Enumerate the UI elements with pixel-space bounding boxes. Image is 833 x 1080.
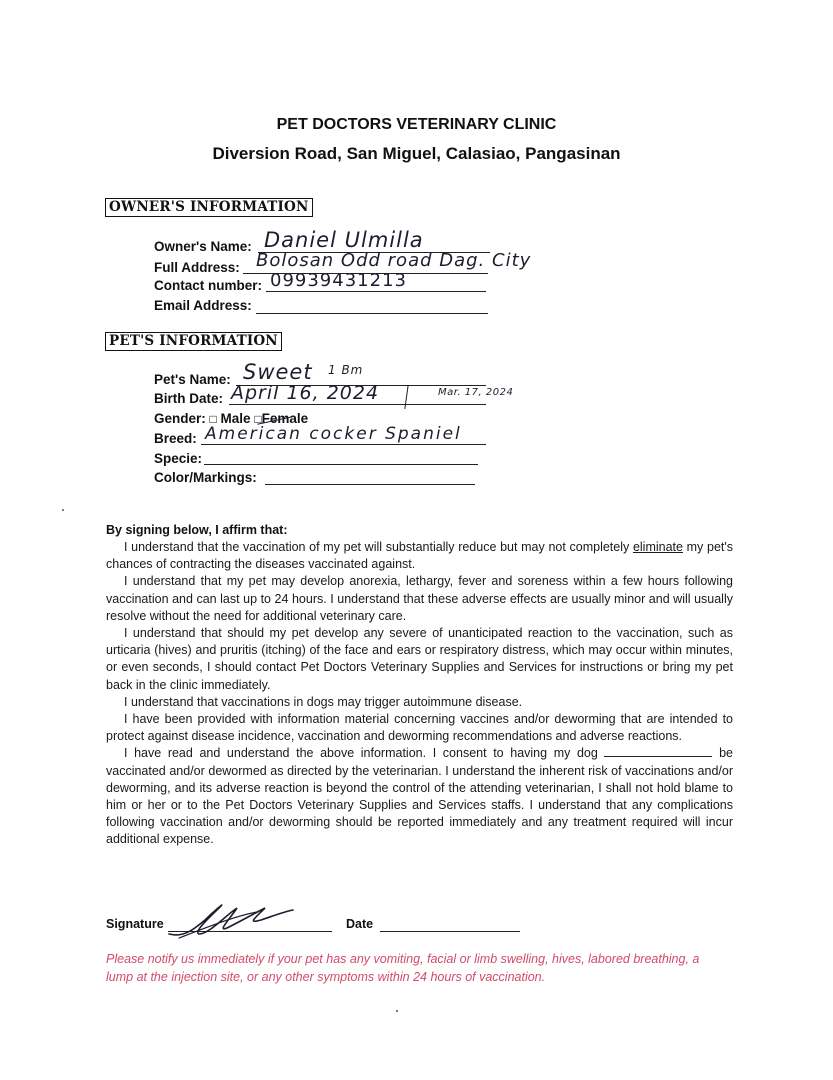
specie-label: Specie: [154, 451, 203, 466]
birth-date-note: Mar. 17, 2024 [438, 387, 514, 398]
p1-text-start: I understand that the vaccination of my pet will substantially reduce but may not completely [124, 540, 633, 554]
owner-name-value: Daniel Ulmilla [264, 228, 424, 252]
date-line[interactable] [380, 931, 520, 932]
gender-label: Gender: [154, 411, 206, 426]
p1-text-end: my pet's chances of contracting the diseases vaccinated against. [106, 540, 734, 572]
birth-date-value: April 16, 2024 [231, 382, 380, 404]
pet-name-label: Pet's Name: [154, 372, 231, 387]
notice-text: Please notify us immediately if your pet has any vomiting, facial or limb swelling, hives, labored breathing, a lump at the injection site, or any other symptoms within 24 hours of vaccination. [106, 952, 700, 984]
affirmation-p2: I understand that my pet may develop anorexia, lethargy, fever and soreness within a few hours following vaccination and can last up to 24 hours. I understand that these adverse effects are usually minor and will usually resolve without the need for additional veterinary care. [106, 574, 733, 623]
p1-underlined-word: eliminate [632, 540, 683, 554]
female-checkbox[interactable]: □ [254, 412, 262, 426]
address-label: Full Address: [154, 260, 240, 275]
affirmation-p5: I have been provided with information material concerning vaccines and/or deworming that are intended to protect against disease incidence, vaccination and deworming recommendations and adverse reactions. [106, 712, 733, 744]
clinic-address: Diversion Road, San Miguel, Calasiao, Pangasinan [212, 144, 621, 163]
birth-date-label: Birth Date: [154, 391, 224, 406]
contact-label: Contact number: [154, 278, 262, 293]
p6-text-start: I have read and understand the above information. I consent to having my dog [124, 746, 605, 761]
owner-section-title: OWNER'S INFORMATION [105, 198, 313, 217]
email-label: Email Address: [154, 298, 252, 313]
female-label: Female [261, 411, 309, 426]
breed-line[interactable] [201, 444, 486, 445]
email-line[interactable] [256, 313, 488, 314]
birth-date-divider [404, 385, 408, 409]
breed-label: Breed: [154, 431, 197, 446]
scan-speck [396, 1010, 398, 1012]
signature-scribble [165, 898, 300, 942]
affirmation-p6 [106, 745, 733, 848]
signature-label: Signature [106, 917, 164, 931]
birth-date-line[interactable] [229, 404, 486, 405]
affirmation-p4: I understand that vaccinations in dogs may trigger autoimmune disease. [124, 694, 523, 709]
address-value: Bolosan Odd road Dag. City [256, 250, 532, 271]
scan-speck [62, 509, 64, 511]
dog-name-blank[interactable] [604, 745, 712, 757]
date-label: Date [346, 917, 374, 931]
p6-text-end: be vaccinated and/or dewormed as directed by the veterinarian. I understand the inherent risk of vaccinations and/or deworming, and its adverse reaction is beyond the control of the attending veterinarian, I shall not hold blame to him or her or to the Pet Doctors Veterinary Supplies and Services staffs. I understand that any complications following vaccination and/or deworming should be reported immediately and any treatment required will incur additional expense. [106, 746, 733, 847]
color-markings-label: Color/Markings: [154, 470, 257, 485]
affirmation-p3: I understand that should my pet develop any severe of unanticipated reaction to the vaccination, such as urticaria (hives) and pruritis (itching) of the face and ears or respiratory distress, which may occur within minutes, or even seconds, I should contact Pet Doctors Veterinary Supplies and Services for instructions or bring my pet back in the clinic immediately. [106, 626, 733, 692]
specie-line[interactable] [204, 464, 478, 465]
owner-name-label: Owner's Name: [154, 239, 252, 254]
breed-value: American cocker Spaniel [205, 424, 462, 444]
pet-name-note: 1 Bm [328, 363, 364, 377]
contact-value: 09939431213 [270, 270, 407, 291]
pet-name-value: Sweet [243, 360, 313, 384]
affirmation-heading: By signing below, I affirm that: [106, 523, 288, 537]
male-checkbox[interactable]: □ [209, 412, 217, 426]
contact-line[interactable] [266, 291, 486, 292]
color-markings-line[interactable] [265, 484, 475, 485]
male-label: Male [220, 411, 251, 426]
affirmation-p1 [106, 539, 733, 573]
affirmation-body [106, 539, 733, 849]
clinic-name: PET DOCTORS VETERINARY CLINIC [276, 116, 557, 133]
pet-section-title: PET'S INFORMATION [105, 332, 282, 351]
